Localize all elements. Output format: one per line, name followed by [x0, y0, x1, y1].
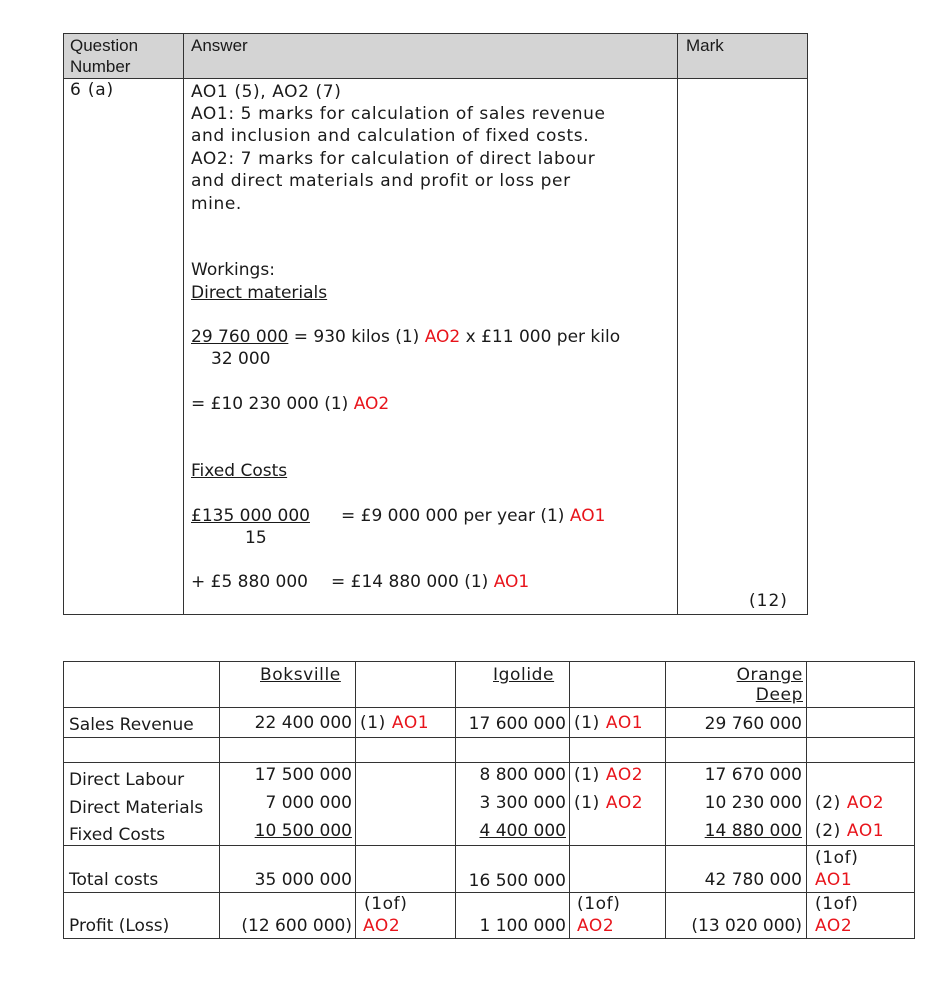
- ao-tag: AO1: [493, 572, 530, 592]
- cell-mark: (1of): [577, 894, 621, 914]
- row-label-direct-materials: Direct Materials: [69, 798, 204, 818]
- column-deep: Deep: [755, 685, 803, 705]
- cell-mark: (1of): [815, 848, 859, 868]
- border: [807, 33, 808, 615]
- fixed-costs-heading: Fixed Costs: [191, 461, 288, 481]
- cell-mark: [574, 765, 643, 786]
- ao1-description: AO1: 5 marks for calculation of sales revenue: [191, 104, 606, 124]
- fc-denominator: 15: [245, 528, 267, 548]
- dm-equals: = 930 kilos (1): [288, 327, 425, 347]
- ao-tag: AO2: [577, 916, 615, 936]
- cell-value: 29 760 000: [704, 714, 802, 734]
- dm-rest: x £11 000 per kilo: [460, 327, 621, 347]
- border: [63, 33, 64, 615]
- mark: (1): [574, 713, 606, 733]
- cell-mark: [574, 713, 643, 734]
- ao-tag: AO2: [363, 916, 401, 936]
- ao2-description: AO2: 7 marks for calculation of direct labour: [191, 149, 596, 169]
- border: [569, 661, 570, 939]
- ao-tag: AO2: [353, 394, 390, 414]
- ao1-description: and inclusion and calculation of fixed costs.: [191, 126, 590, 146]
- cell-mark: [360, 713, 429, 734]
- border: [63, 737, 915, 738]
- ao-summary: AO1 (5), AO2 (7): [191, 82, 342, 102]
- border: [63, 661, 915, 662]
- cell-value: 17 670 000: [704, 765, 802, 785]
- dm-numerator: 29 760 000: [191, 327, 289, 347]
- ao-tag: AO1: [391, 713, 430, 733]
- column-boksville: Boksville: [260, 665, 341, 685]
- cell-value: 42 780 000: [704, 870, 802, 890]
- mark: (1): [360, 713, 392, 733]
- ao2-description: mine.: [191, 194, 242, 214]
- row-label-total-costs: Total costs: [69, 870, 159, 890]
- direct-materials-calculation: [191, 326, 620, 348]
- border: [63, 707, 915, 708]
- direct-materials-result: [191, 393, 389, 415]
- mark: (2): [815, 821, 847, 841]
- mark: (2): [815, 793, 847, 813]
- header-mark: Mark: [686, 36, 724, 55]
- ao-tag: AO2: [605, 765, 644, 785]
- ao-tag: AO2: [815, 916, 853, 936]
- cell-value: 14 880 000: [704, 821, 802, 841]
- border: [806, 661, 807, 939]
- ao2-description: and direct materials and profit or loss per: [191, 171, 571, 191]
- cell-value: 17 500 000: [254, 765, 352, 785]
- border: [665, 661, 666, 939]
- mark-total: (12): [749, 591, 788, 611]
- ao-tag: AO2: [846, 793, 885, 813]
- ao-tag: AO1: [569, 506, 606, 526]
- mark: (1): [574, 793, 606, 813]
- dm-denominator: 32 000: [211, 349, 271, 369]
- row-label-direct-labour: Direct Labour: [69, 770, 185, 790]
- ao-tag: AO1: [605, 713, 644, 733]
- border: [914, 661, 915, 939]
- direct-materials-heading: Direct materials: [191, 283, 328, 303]
- cell-mark: [574, 793, 643, 814]
- cell-value: 1 100 000: [479, 916, 566, 936]
- cell-mark: [815, 821, 884, 842]
- fc-numerator: £135 000 000: [191, 506, 310, 526]
- ao-tag: AO2: [424, 327, 461, 347]
- cell-value: 8 800 000: [479, 765, 566, 785]
- column-igolide: Igolide: [493, 665, 555, 685]
- border: [455, 661, 456, 939]
- row-label-sales-revenue: Sales Revenue: [69, 715, 194, 735]
- cell-value: 7 000 000: [265, 793, 352, 813]
- fixed-costs-total: [331, 571, 529, 593]
- fc-add: + £5 880 000: [191, 572, 308, 592]
- border: [63, 892, 915, 893]
- border: [63, 614, 808, 615]
- cell-value: 22 400 000: [254, 713, 352, 733]
- mark-scheme-table: [63, 33, 808, 615]
- mark: (1): [574, 765, 606, 785]
- ao-tag: AO1: [815, 870, 853, 890]
- cell-value: (13 020 000): [691, 916, 802, 936]
- cell-mark: (1of): [364, 894, 408, 914]
- workings-table: [63, 661, 915, 939]
- cell-value: 35 000 000: [254, 870, 352, 890]
- border: [63, 78, 808, 79]
- ao-tag: AO2: [605, 793, 644, 813]
- border: [63, 33, 808, 34]
- fixed-costs-calculation: [341, 505, 605, 527]
- question-number: 6 (a): [70, 80, 114, 100]
- header-question-number: Question Number: [70, 35, 180, 77]
- cell-value: 17 600 000: [468, 714, 566, 734]
- dm-result: = £10 230 000 (1): [191, 394, 354, 414]
- border: [355, 661, 356, 939]
- cell-value: 4 400 000: [479, 821, 566, 841]
- row-label-fixed-costs: Fixed Costs: [69, 825, 166, 845]
- border: [63, 661, 64, 939]
- column-orange: Orange: [736, 665, 803, 685]
- border: [219, 661, 220, 939]
- header-answer: Answer: [191, 36, 248, 55]
- border: [63, 938, 915, 939]
- cell-value: 10 230 000: [704, 793, 802, 813]
- fc-total: = £14 880 000 (1): [331, 572, 494, 592]
- cell-value: 3 300 000: [479, 793, 566, 813]
- border: [63, 762, 915, 763]
- border: [183, 33, 184, 615]
- cell-value: 16 500 000: [468, 871, 566, 891]
- border: [677, 33, 678, 615]
- cell-mark: [815, 793, 884, 814]
- border: [63, 845, 915, 846]
- workings-heading: Workings:: [191, 260, 275, 280]
- cell-value: (12 600 000): [241, 916, 352, 936]
- cell-value: 10 500 000: [254, 821, 352, 841]
- ao-tag: AO1: [846, 821, 885, 841]
- cell-mark: (1of): [815, 894, 859, 914]
- row-label-profit-loss: Profit (Loss): [69, 916, 170, 936]
- fc-equals: = £9 000 000 per year (1): [341, 506, 570, 526]
